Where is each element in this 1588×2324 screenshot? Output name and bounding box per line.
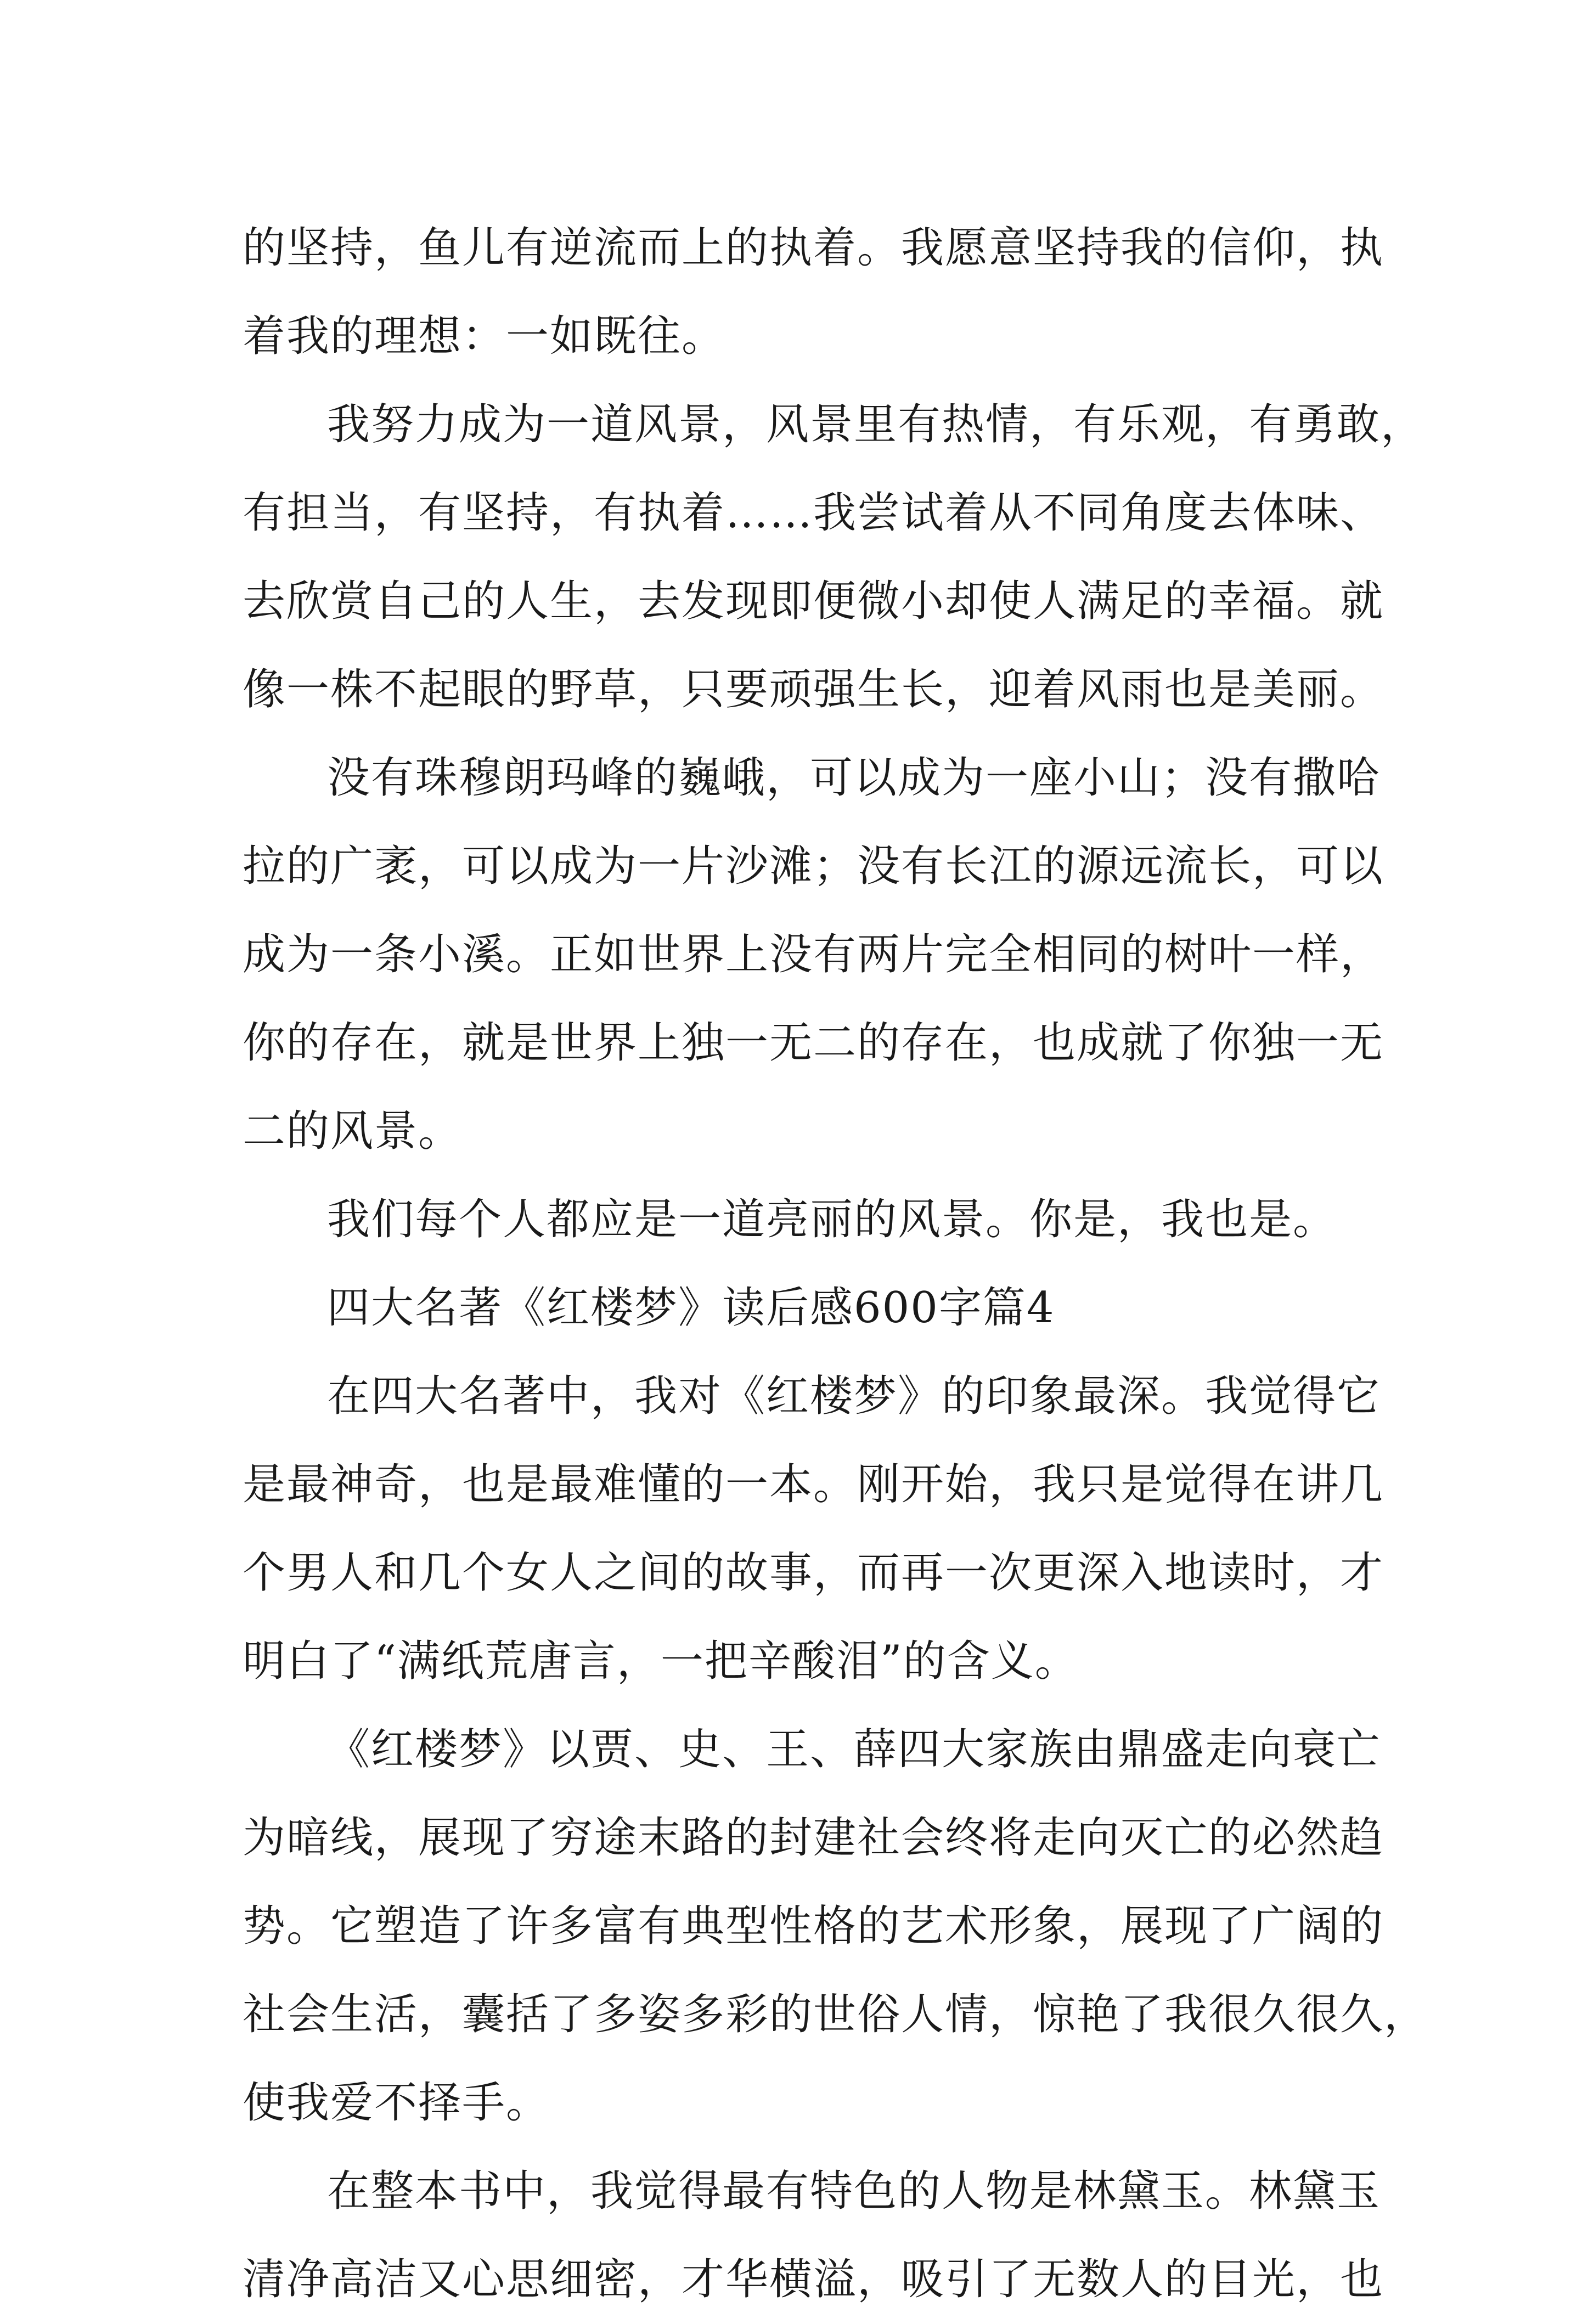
text-line: 为暗线，展现了穷途末路的封建社会终将走向灭亡的必然趋 (243, 1813, 1384, 1863)
text-line: 我努力成为一道风景，风景里有热情，有乐观，有勇敢， (327, 400, 1425, 449)
text-line: 在整本书中，我觉得最有特色的人物是林黛玉。林黛玉 (327, 2167, 1381, 2216)
text-line: 成为一条小溪。正如世界上没有两片完全相同的树叶一样， (243, 930, 1384, 979)
text-line: 拉的广袤，可以成为一片沙滩；没有长江的源远流长，可以 (243, 842, 1384, 891)
text-line: 我们每个人都应是一道亮丽的风景。你是，我也是。 (327, 1195, 1337, 1244)
text-line: 个男人和几个女人之间的故事，而再一次更深入地读时，才 (243, 1548, 1384, 1598)
text-line: 在四大名著中，我对《红楼梦》的印象最深。我觉得它 (327, 1372, 1381, 1421)
text-line: 清净高洁又心思细密，才华横溢，吸引了无数人的目光，也 (243, 2255, 1384, 2304)
text-line: 是最神奇，也是最难懂的一本。刚开始，我只是觉得在讲几 (243, 1460, 1384, 1509)
text-line: 去欣赏自己的人生，去发现即便微小却使人满足的幸福。就 (243, 577, 1384, 626)
text-line: 《红楼梦》以贾、史、王、薛四大家族由鼎盛走向衰亡 (327, 1725, 1381, 1774)
text-line: 像一株不起眼的野草，只要顽强生长，迎着风雨也是美丽。 (243, 665, 1384, 714)
section-heading: 四大名著《红楼梦》读后感600字篇4 (327, 1283, 1055, 1333)
text-line: 势。它塑造了许多富有典型性格的艺术形象，展现了广阔的 (243, 1902, 1384, 1951)
text-line: 没有珠穆朗玛峰的巍峨，可以成为一座小山；没有撒哈 (327, 753, 1381, 803)
text-line: 你的存在，就是世界上独一无二的存在，也成就了你独一无 (243, 1018, 1384, 1068)
text-line: 二的风景。 (243, 1107, 463, 1156)
text-line: 有担当，有坚持，有执着……我尝试着从不同角度去体味、 (243, 488, 1384, 538)
text-line: 使我爱不择手。 (243, 2078, 550, 2128)
document-body (243, 204, 1428, 2324)
text-line: 着我的理想：一如既往。 (243, 312, 726, 361)
text-line: 社会生活，囊括了多姿多彩的世俗人情，惊艳了我很久很久， (243, 1990, 1428, 2039)
text-line: 明白了“满纸荒唐言，一把辛酸泪”的含义。 (243, 1637, 1079, 1686)
text-line: 的坚持，鱼儿有逆流而上的执着。我愿意坚持我的信仰，执 (243, 223, 1384, 273)
